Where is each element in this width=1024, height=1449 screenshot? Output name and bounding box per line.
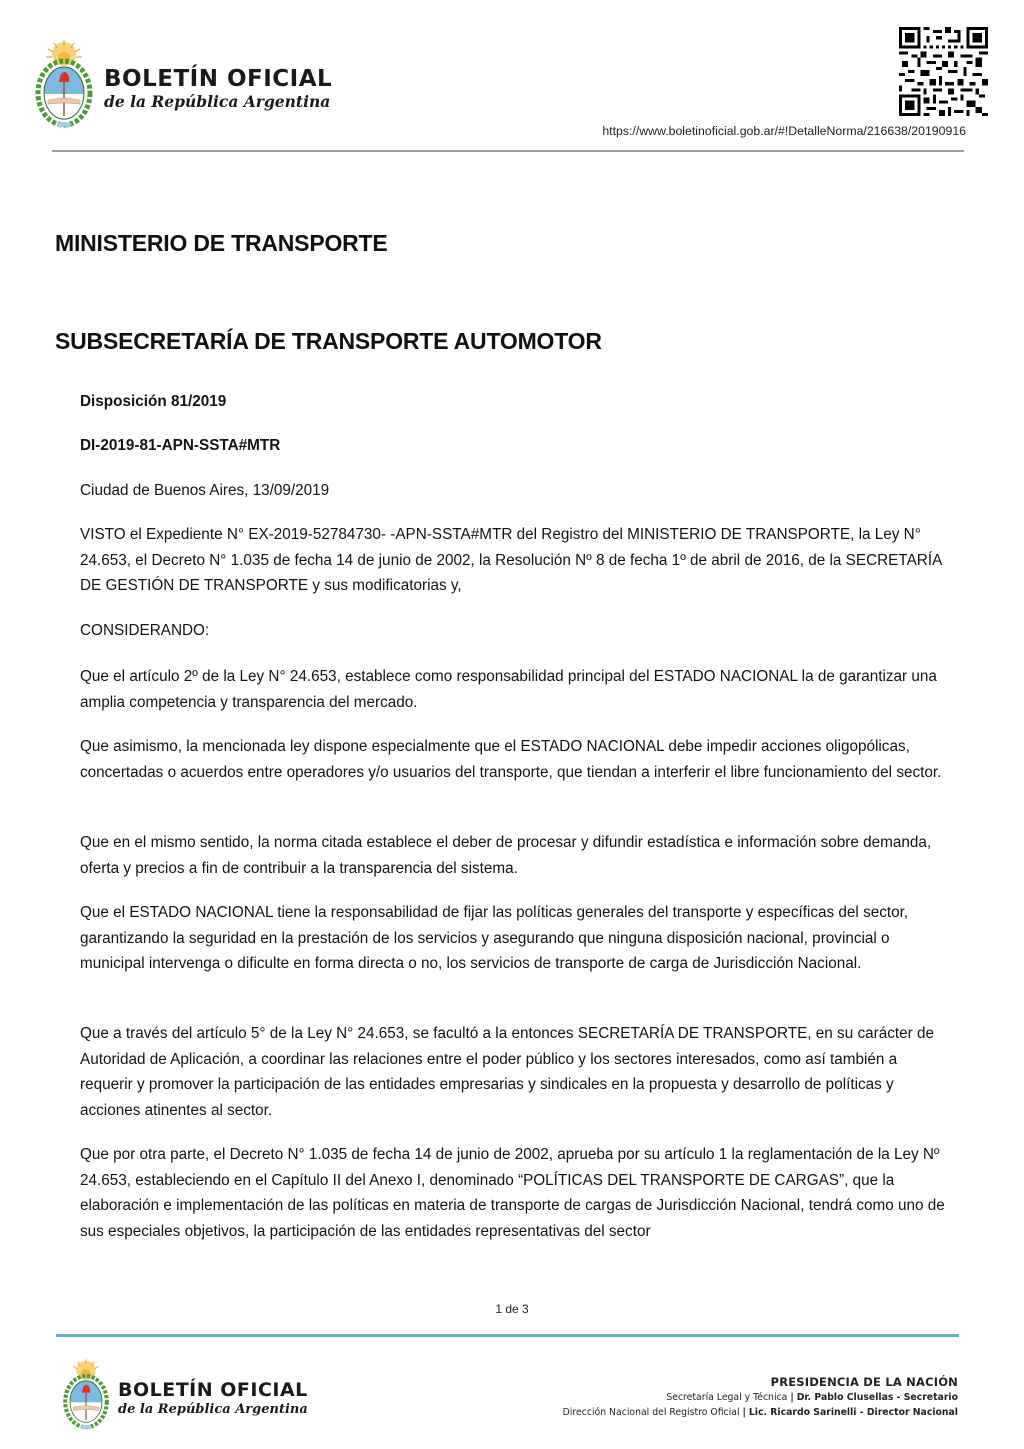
page-indicator: 1 de 3: [495, 1302, 529, 1316]
official-name: Dr. Pablo Clusellas - Secretario: [796, 1392, 958, 1403]
paragraph-considerando: CONSIDERANDO:: [80, 622, 210, 639]
document-url[interactable]: https://www.boletinoficial.gob.ar/#!DetalleNorma/216638/20190916: [602, 124, 966, 138]
paragraph: Que el ESTADO NACIONAL tiene la responsabilidad de fijar las políticas generales del transporte y específicas del sector, garantizando la seguridad en la prestación de los servicios y asegurando que ninguna disposición nacional, provincial o municipal intervenga o dificulte en forma directa o no, los servicios de transporte de carga de Jurisdicción Nacional.: [80, 904, 909, 972]
document-reference: DI-2019-81-APN-SSTA#MTR: [80, 437, 281, 454]
paragraph: Que por otra parte, el Decreto N° 1.035 de fecha 14 de junio de 2002, aprueba por su artículo 1 la reglamentación de la Ley Nº 24.653, estableciendo en el Capítulo II del Anexo I, denominado “POLÍTICAS DEL TRANSPORTE DE CARGAS”, que la elaboración e implementación de las políticas en materia de transporte de cargas de Jurisdicción Nacional, tendrá como uno de sus especiales objetivos, la participación de las entidades representativas del sector: [80, 1146, 945, 1240]
paragraph-visto: VISTO el Expediente N° EX-2019-52784730- -APN-SSTA#MTR del Registro del MINISTERIO DE TRANSPORTE, la Ley N° 24.653, el Decreto N° 1.035 de fecha 14 de junio de 2002, la Resolución Nº 8 de fecha 1º de abril de 2016, de la SECRETARÍA DE GESTIÓN DE TRANSPORTE y sus modificatorias y,: [80, 526, 942, 594]
footer-brand-title: BOLETÍN OFICIAL: [118, 1379, 308, 1401]
footer-credit-line-1: [563, 1390, 958, 1405]
coat-of-arms-icon: [34, 38, 94, 134]
place-and-date: Ciudad de Buenos Aires, 13/09/2019: [80, 482, 330, 499]
footer-brand: [118, 1379, 308, 1418]
separator: |: [742, 1407, 746, 1418]
qr-code-icon[interactable]: [899, 27, 988, 116]
disposition-number: Disposición 81/2019: [80, 393, 227, 410]
footer-brand-subtitle: de la República Argentina: [118, 1402, 308, 1417]
paragraph: Que asimismo, la mencionada ley dispone especialmente que el ESTADO NACIONAL debe impedir acciones oligopólicas, concertadas o acuerdos entre operadores y/o usuarios del transporte, que tiendan a interferir el libre funcionamiento del sector.: [80, 738, 942, 781]
header-logo: [34, 38, 333, 134]
office-name: Dirección Nacional del Registro Oficial: [562, 1407, 740, 1418]
coat-of-arms-icon: [62, 1357, 110, 1435]
subsecretariat-title: SUBSECRETARÍA DE TRANSPORTE AUTOMOTOR: [55, 328, 602, 354]
office-name: Secretaría Legal y Técnica: [666, 1392, 788, 1403]
paragraph: Que el artículo 2º de la Ley N° 24.653, establece como responsabilidad principal del ESTADO NACIONAL la de garantizar una amplia competencia y transparencia del mercado.: [80, 668, 937, 711]
header-divider: [52, 150, 964, 152]
footer-credits: [563, 1374, 958, 1420]
footer-logo: [62, 1357, 322, 1435]
footer-divider: [56, 1334, 959, 1337]
presidency-label: PRESIDENCIA DE LA NACIÓN: [770, 1375, 958, 1389]
footer-credit-line-2: [563, 1405, 958, 1420]
header-brand: [104, 66, 332, 112]
official-name: Lic. Ricardo Sarinelli - Director Nacional: [748, 1407, 958, 1418]
brand-title: BOLETÍN OFICIAL: [104, 66, 333, 92]
ministry-title: MINISTERIO DE TRANSPORTE: [55, 230, 388, 256]
paragraph: Que a través del artículo 5° de la Ley N° 24.653, se facultó a la entonces SECRETARÍA DE TRANSPORTE, en su carácter de Autoridad de Aplicación, a coordinar las relaciones entre el poder público y los sectores interesados, como así también a requerir y promover la participación de las entidades empresarias y sindicales en la propuesta y desarrollo de políticas y acciones atinentes al sector.: [80, 1025, 934, 1119]
brand-subtitle: de la República Argentina: [104, 92, 331, 111]
paragraph: Que en el mismo sentido, la norma citada establece el deber de procesar y difundir estadística e información sobre demanda, oferta y precios a fin de contribuir a la transparencia del sistema.: [80, 834, 932, 877]
separator: |: [790, 1392, 794, 1403]
